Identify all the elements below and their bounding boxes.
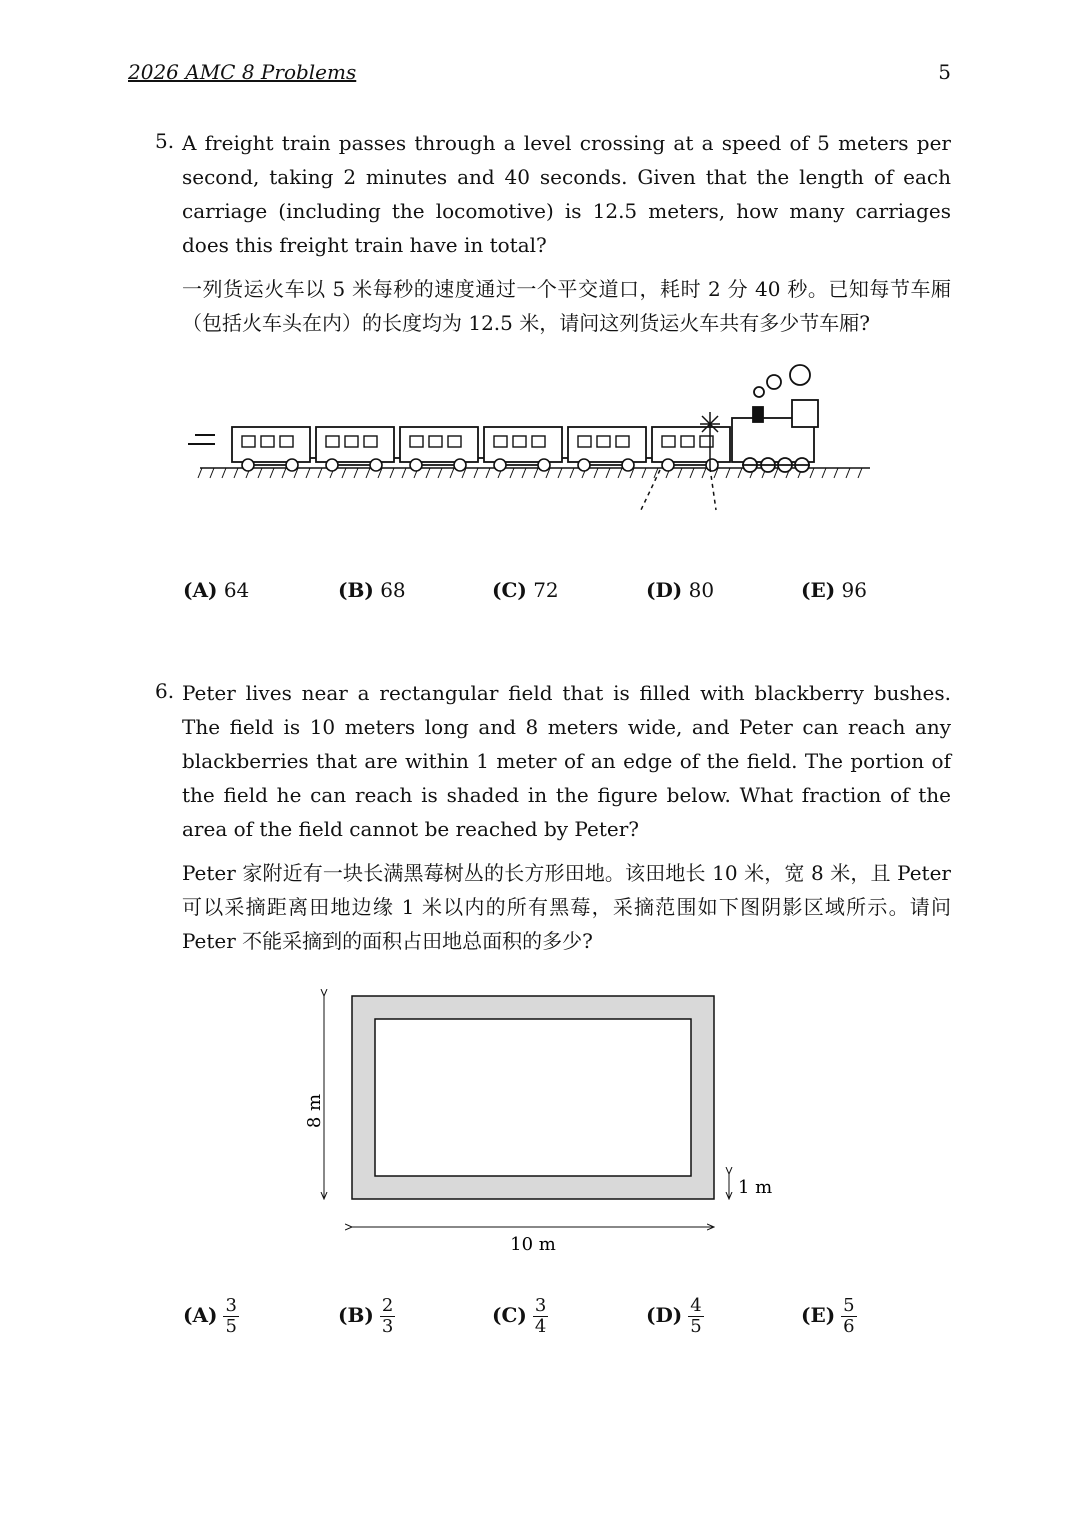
choice-a[interactable]: (A) 64 xyxy=(183,578,250,602)
carriage xyxy=(484,427,568,471)
choice-a[interactable]: (A) $\frac{3}{5}$ xyxy=(183,1295,237,1337)
problem-number: 5. xyxy=(155,129,175,153)
choice-e[interactable]: (E) $\frac{5}{6}$ xyxy=(801,1295,855,1337)
problem-number: 6. xyxy=(155,679,175,703)
problem-5-choices xyxy=(183,578,953,618)
carriage xyxy=(316,427,400,471)
margin-label: 1 m xyxy=(738,1177,773,1198)
page-number: 5 xyxy=(938,60,951,84)
choice-c[interactable]: (C) $\frac{3}{4}$ xyxy=(492,1295,547,1337)
problem-text-zh: 一列货运火车以 5 米每秒的速度通过一个平交道口，耗时 2 分 40 秒。已知每节车厢（包括火车头在内）的长度均为 12.5 米，请问这列货运火车共有多少节车厢? xyxy=(182,277,951,335)
header-title: 2026 AMC 8 Problems xyxy=(128,60,357,84)
carriages xyxy=(232,427,730,471)
problem-6-choices xyxy=(183,1296,953,1352)
choice-d[interactable]: (D) $\frac{4}{5}$ xyxy=(646,1295,702,1337)
locomotive xyxy=(732,365,818,472)
width-label: 10 m xyxy=(510,1234,556,1255)
train-figure xyxy=(180,360,900,520)
problem-text-en: A freight train passes through a level crossing at a speed of 5 meters per second, taking 2 minutes and 40 seconds. Given that the length of each carriage (including the locomotive) is 12.5 meters, how many carriages does this freight train have in total? xyxy=(182,131,951,257)
carriage xyxy=(652,427,730,471)
problem-text-zh: Peter 家附近有一块长满黑莓树丛的长方形田地。该田地长 10 米，宽 8 米，且 Peter 可以采摘距离田地边缘 1 米以内的所有黑莓，采摘范围如下图阴影区域所示。请问 Peter 不能采摘到的面积占田地总面积的多少? xyxy=(182,861,951,953)
problem-text-en: Peter lives near a rectangular field that is filled with blackberry bushes. The field is 10 meters long and 8 meters wide, and Peter can reach any blackberries that are within 1 meter of an edge of the field. The portion of the field he can reach is shaded in the figure below. What fraction of the area of the field cannot be reached by Peter? xyxy=(182,681,951,841)
field-figure xyxy=(290,985,790,1265)
page-header xyxy=(128,60,951,90)
choice-b[interactable]: (B) 68 xyxy=(338,578,406,602)
unreachable-inner-region xyxy=(375,1019,691,1176)
choice-d[interactable]: (D) 80 xyxy=(646,578,715,602)
carriage xyxy=(232,427,316,471)
carriage xyxy=(400,427,484,471)
choice-c[interactable]: (C) 72 xyxy=(492,578,559,602)
choice-e[interactable]: (E) 96 xyxy=(801,578,867,602)
carriage xyxy=(568,427,652,471)
choice-b[interactable]: (B) $\frac{2}{3}$ xyxy=(338,1295,394,1337)
height-label: 8 m xyxy=(304,1093,325,1129)
